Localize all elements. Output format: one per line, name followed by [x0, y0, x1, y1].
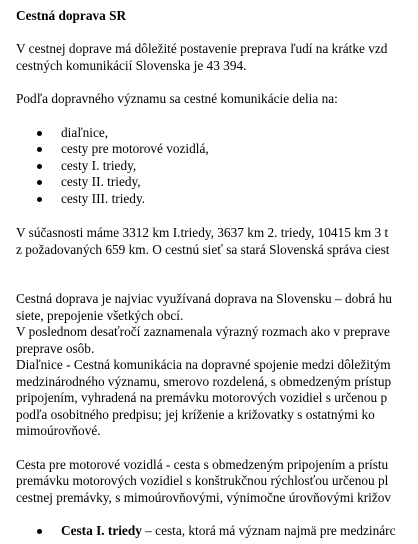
usage-line-6: medzinárodného významu, smerovo rozdelená, s obmedzeným prístup	[16, 374, 392, 389]
bullet-icon	[37, 131, 42, 136]
first-class-term: Cesta I. triedy	[61, 523, 142, 538]
bullet-icon	[37, 164, 42, 169]
categories-intro: Podľa dopravného významu sa cestné komunikácie delia na:	[16, 91, 338, 106]
usage-line-3: V poslednom desaťročí zaznamenala výrazný rozmach ako v preprave	[16, 324, 390, 339]
motor-roads-line-3: cestnej premávky, s mimoúrovňovými, výnimočne úrovňovými križov	[16, 490, 392, 505]
list-item-text: cesty pre motorové vozidlá,	[61, 141, 209, 156]
list-item-text: cesty II. triedy,	[61, 174, 141, 189]
first-class-text: – cesta, ktorá má význam najmä pre medzinárc	[141, 523, 396, 538]
current-state-line-1: V súčasnosti máme 3312 km I.triedy, 3637 km 2. triedy, 10415 km 3 t	[16, 225, 389, 240]
bullet-icon	[37, 197, 42, 202]
document-title: Cestná doprava SR	[16, 8, 127, 23]
list-item-text: cesty III. triedy.	[61, 191, 146, 206]
list-item-text	[61, 523, 396, 540]
bullet-icon	[37, 180, 42, 185]
usage-line-9: mimoúrovňové.	[16, 423, 101, 438]
bullet-icon	[37, 529, 42, 534]
usage-line-2: siete, prepojenie všetkých obcí.	[16, 308, 184, 323]
motor-roads-line-1: Cesta pre motorové vozidlá - cesta s obmedzeným pripojením a prístu	[16, 457, 389, 472]
usage-line-4: preprave osôb.	[16, 341, 95, 356]
usage-line-7: pripojením, vyhradená na premávku motorových vozidiel s určenou p	[16, 390, 388, 405]
usage-line-5: Diaľnice - Cestná komunikácia na dopravné spojenie medzi dôležitým	[16, 357, 391, 372]
intro-line-1: V cestnej doprave má dôležité postavenie preprava ľudí na krátke vzd	[16, 41, 388, 56]
list-item-text: diaľnice,	[61, 125, 109, 140]
bullet-icon	[37, 147, 42, 152]
usage-line-8: podľa osobitného predpisu; jej kríženie a križovatky s ostatnými ko	[16, 407, 375, 422]
intro-line-2: cestných komunikácií Slovenska je 43 394.	[16, 58, 247, 73]
motor-roads-line-2: premávku motorových vozidiel s konštrukčnou rýchlosťou určenou pl	[16, 473, 389, 488]
usage-line-1: Cestná doprava je najviac využívaná doprava na Slovensku – dobrá hu	[16, 291, 392, 306]
current-state-line-2: z požadovaných 659 km. O cestnú sieť sa stará Slovenská správa ciest	[16, 242, 390, 257]
list-item-text: cesty I. triedy,	[61, 158, 137, 173]
